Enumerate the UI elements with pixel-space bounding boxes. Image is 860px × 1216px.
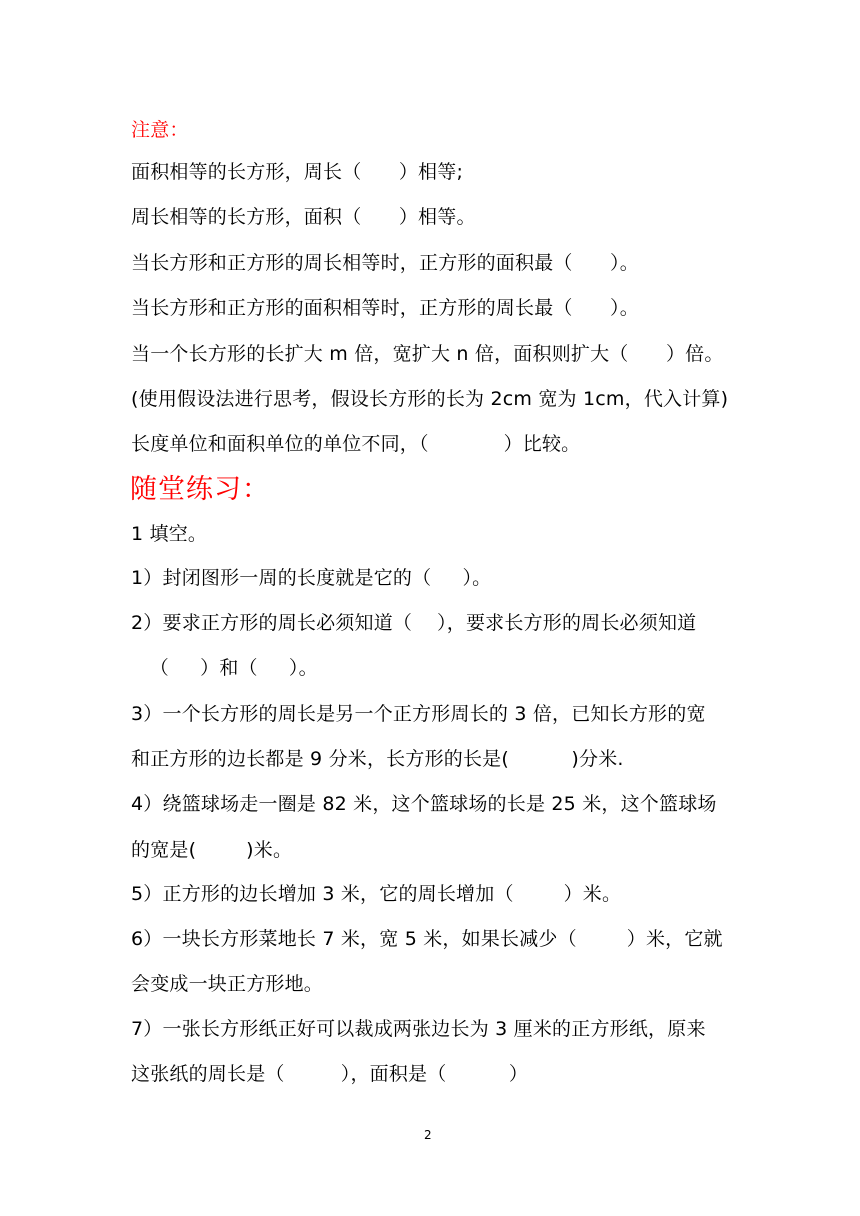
note-line: 周长相等的长方形，面积（ ）相等。 — [131, 206, 476, 228]
page-number: 2 — [424, 1128, 432, 1142]
question-line: 7）一张长方形纸正好可以裁成两张边长为 3 厘米的正方形纸，原来 — [131, 1018, 706, 1040]
note-line: (使用假设法进行思考，假设长方形的长为 2cm 宽为 1cm，代入计算) — [131, 388, 729, 410]
section-label: 1 填空。 — [131, 523, 208, 545]
question-line: 的宽是( )米。 — [131, 839, 293, 861]
note-line: 当长方形和正方形的周长相等时，正方形的面积最（ ）。 — [131, 252, 639, 274]
question-line: 和正方形的边长都是 9 分米，长方形的长是( )分米. — [131, 748, 624, 770]
note-line: 当长方形和正方形的面积相等时，正方形的周长最（ ）。 — [131, 297, 639, 319]
question-line: 5）正方形的边长增加 3 米，它的周长增加（ ）米。 — [131, 883, 622, 905]
question-line: （ ）和（ ）。 — [131, 657, 318, 679]
note-line: 长度单位和面积单位的单位不同，（ ）比较。 — [131, 433, 581, 455]
note-line: 当一个长方形的长扩大 m 倍，宽扩大 n 倍，面积则扩大（ ）倍。 — [131, 343, 724, 365]
question-line: 3）一个长方形的周长是另一个正方形周长的 3 倍，已知长方形的宽 — [131, 703, 706, 725]
practice-title: 随堂练习： — [130, 474, 270, 505]
question-line: 会变成一块正方形地。 — [131, 973, 324, 995]
question-line: 4）绕篮球场走一圈是 82 米，这个篮球场的长是 25 米，这个篮球场 — [131, 793, 717, 815]
note-line: 面积相等的长方形，周长（ ）相等; — [131, 161, 464, 183]
question-line: 6）一块长方形菜地长 7 米，宽 5 米，如果长减少（ ）米，它就 — [131, 928, 723, 950]
question-line: 这张纸的周长是（ ），面积是（ ） — [131, 1063, 529, 1085]
notes-title: 注意： — [131, 119, 189, 141]
question-line: 2）要求正方形的周长必须知道（ ），要求长方形的周长必须知道 — [131, 612, 697, 634]
question-line: 1）封闭图形一周的长度就是它的（ ）。 — [131, 567, 492, 589]
